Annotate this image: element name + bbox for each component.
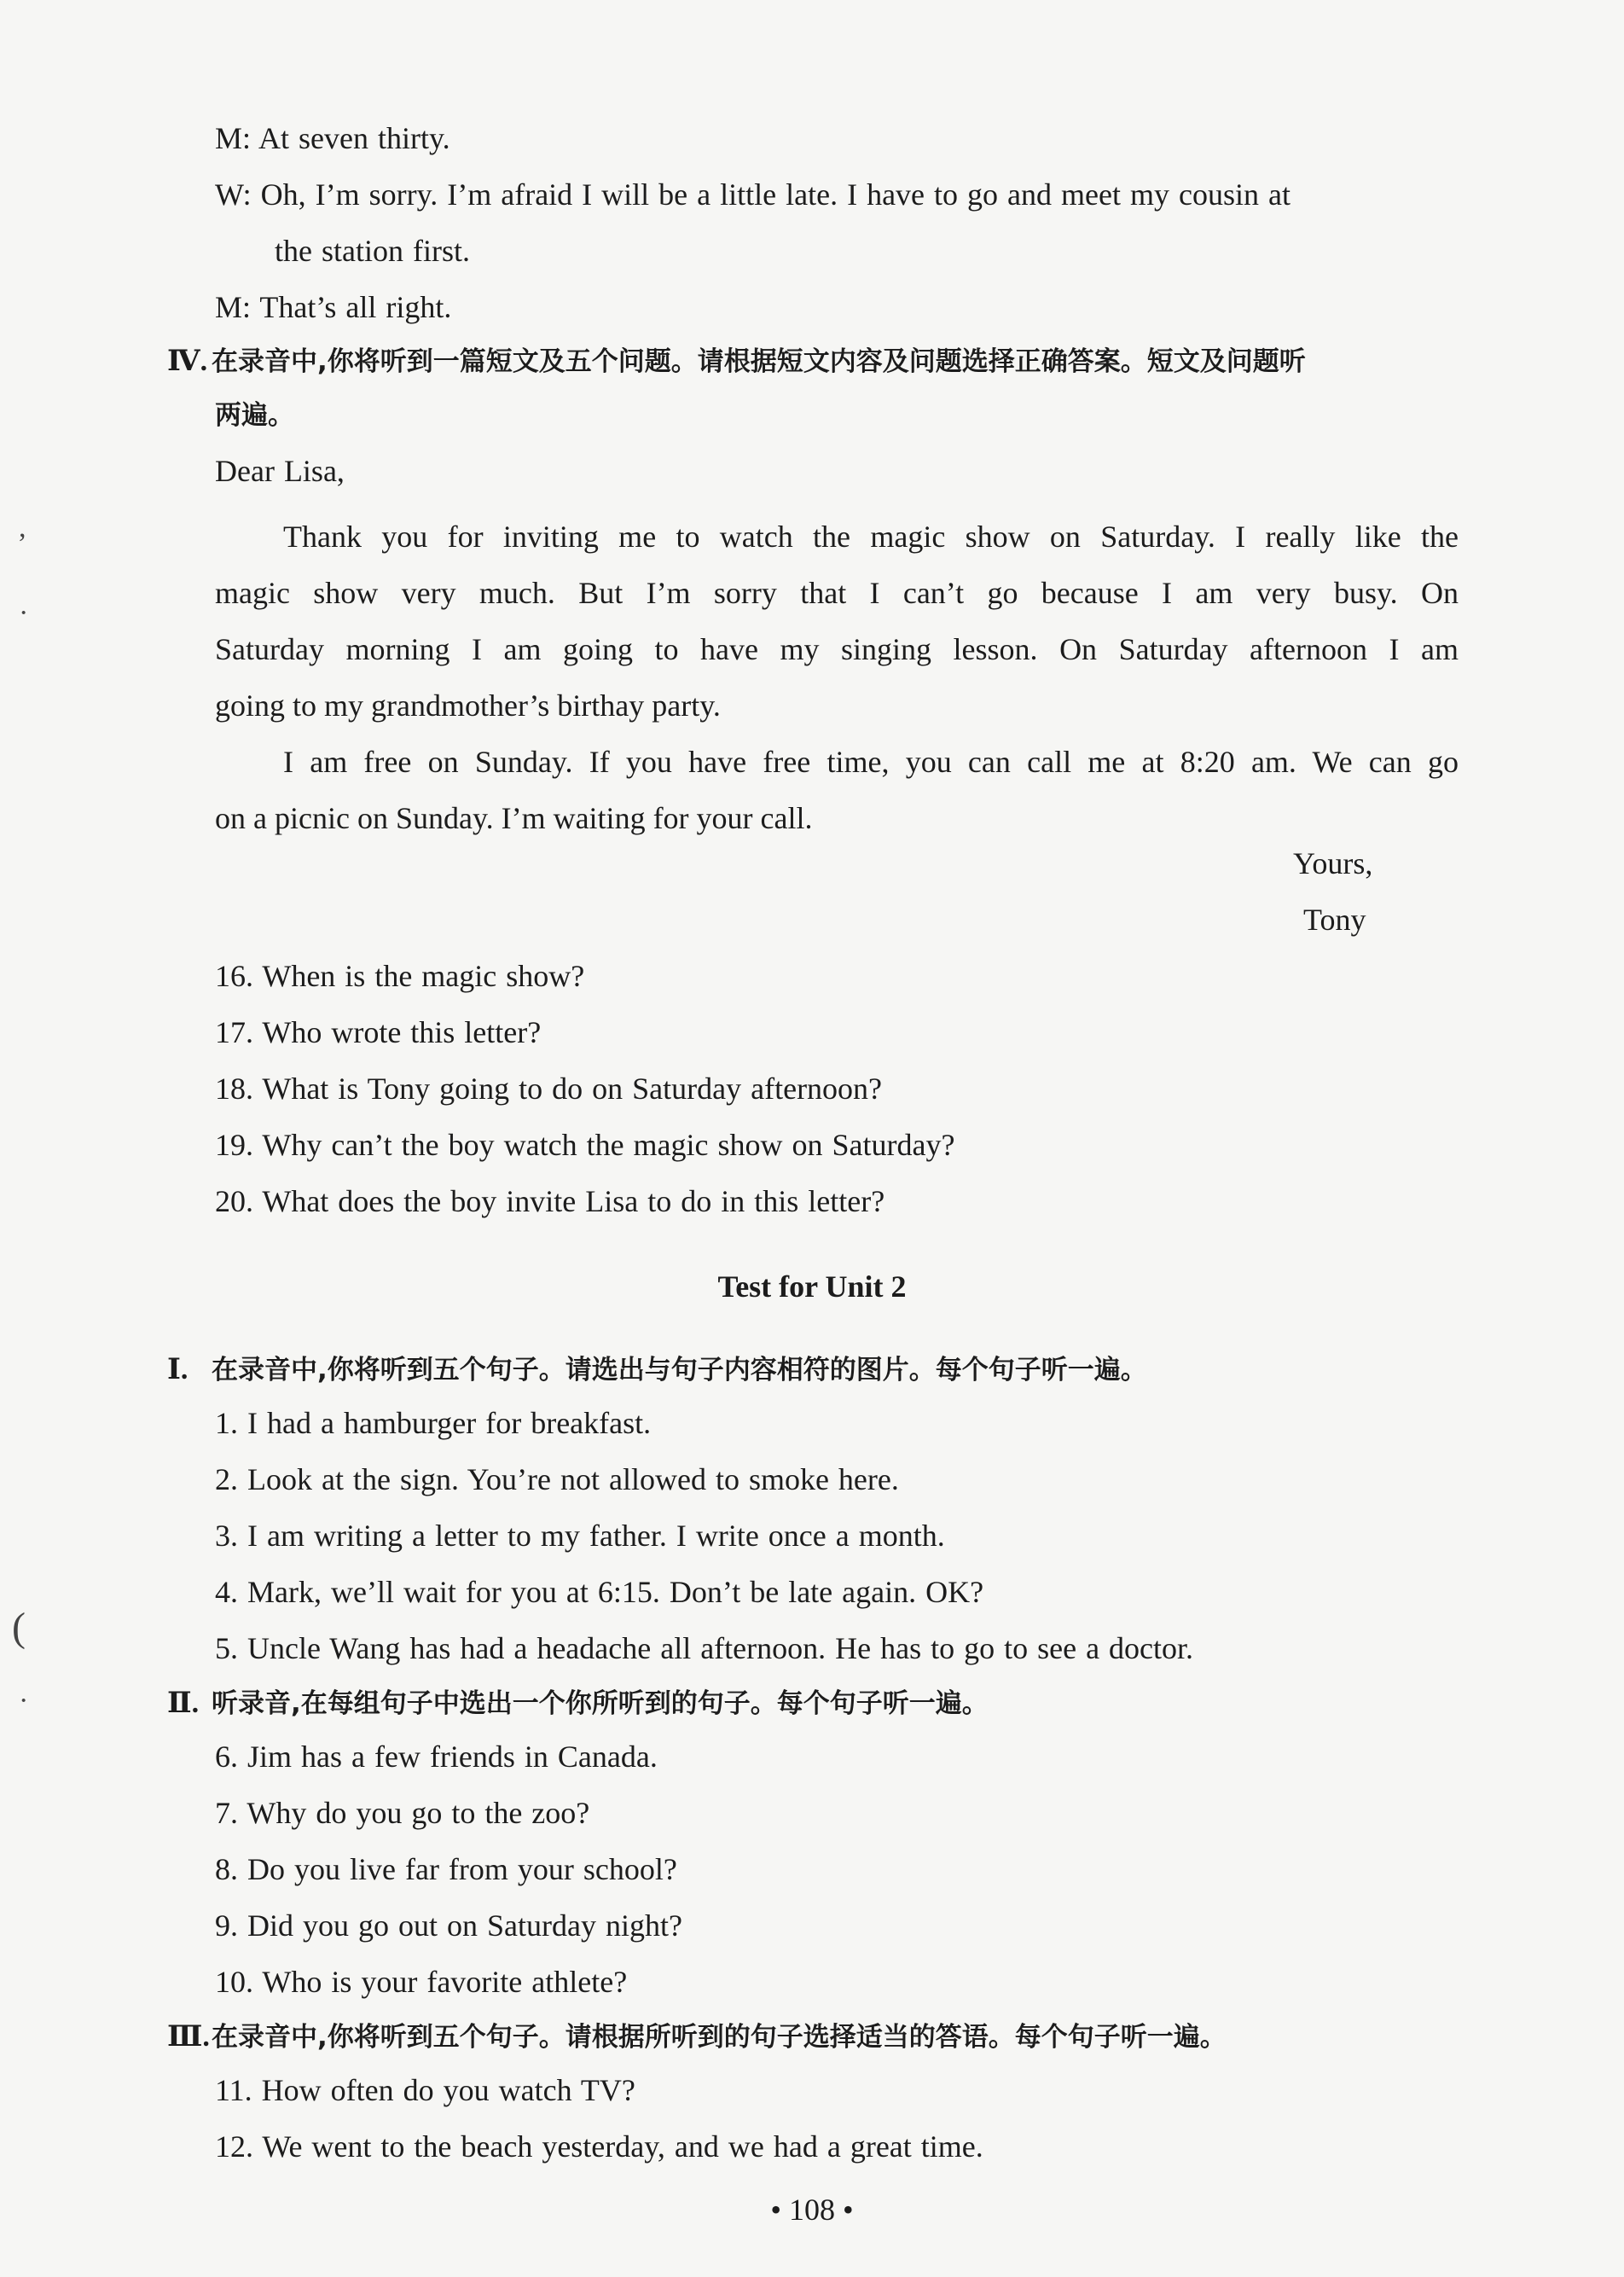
letter-paragraph-1: Thank you for inviting me to watch the magic show on Saturday. I really like the magic show very much. But I’m sorry that I can’t go because I am very busy. On Saturday morning I am going to have my singing lesson. On Saturday afternoon I am going to my grandmother’s birthay party. <box>215 520 1459 723</box>
sentence-item: 6. Jim has a few friends in Canada. <box>215 1740 658 1774</box>
section-1-instruction: Ⅰ. 在录音中,你将听到五个句子。请选出与句子内容相符的图片。每个句子听一遍。 <box>167 1351 1147 1389</box>
section-numeral: Ⅰ. <box>167 1354 188 1385</box>
question-item: 19. Why can’t the boy watch the magic show on Saturday? <box>215 1128 955 1162</box>
dialogue-line: W: Oh, I’m sorry. I’m afraid I will be a little late. I have to go and meet my cousin at <box>215 177 1290 212</box>
letter-signature: Tony <box>1303 903 1366 937</box>
sentence-item: 5. Uncle Wang has had a headache all afternoon. He has to go to see a doctor. <box>215 1631 1194 1665</box>
sentence-item: 4. Mark, we’ll wait for you at 6:15. Don’t be late again. OK? <box>215 1575 984 1609</box>
sentence-item: 11. How often do you watch TV? <box>215 2073 635 2107</box>
question-item: 18. What is Tony going to do on Saturday afternoon? <box>215 1072 883 1106</box>
page-number: • 108 • <box>770 2193 854 2227</box>
section-numeral: Ⅱ. <box>167 1687 200 1719</box>
section-4-instruction-cont: 两遍。 <box>215 400 294 431</box>
scan-mark: ( <box>12 1605 26 1650</box>
section-2-instruction: Ⅱ. 听录音,在每组句子中选出一个你所听到的句子。每个句子听一遍。 <box>167 1685 989 1722</box>
sentence-item: 2. Look at the sign. You’re not allowed to smoke here. <box>215 1462 899 1496</box>
dialogue-line: the station first. <box>275 234 470 268</box>
question-item: 16. When is the magic show? <box>215 959 585 993</box>
letter-closing: Yours, <box>1293 846 1373 880</box>
dialogue-line: M: That’s all right. <box>215 290 452 324</box>
section-4-instruction: Ⅳ. 在录音中,你将听到一篇短文及五个问题。请根据短文内容及问题选择正确答案。短文及问题听 <box>167 343 1306 380</box>
question-item: 20. What does the boy invite Lisa to do in this letter? <box>215 1184 885 1218</box>
sentence-item: 9. Did you go out on Saturday night? <box>215 1908 682 1943</box>
sentence-item: 1. I had a hamburger for breakfast. <box>215 1406 652 1440</box>
sentence-item: 3. I am writing a letter to my father. I write once a month. <box>215 1519 945 1553</box>
sentence-item: 10. Who is your favorite athlete? <box>215 1965 628 1999</box>
sentence-item: 12. We went to the beach yesterday, and we had a great time. <box>215 2129 983 2164</box>
scan-mark: · <box>19 1685 29 1716</box>
sentence-item: 7. Why do you go to the zoo? <box>215 1796 590 1830</box>
letter-salutation: Dear Lisa, <box>215 454 345 488</box>
letter-paragraph-2: I am free on Sunday. If you have free time, you can call me at 8:20 am. We can go on a picnic on Sunday. I’m waiting for your call. <box>215 745 1459 835</box>
section-numeral: Ⅳ. <box>167 346 208 377</box>
scan-mark: , <box>19 512 26 543</box>
sentence-item: 8. Do you live far from your school? <box>215 1852 677 1886</box>
unit-title: Test for Unit 2 <box>717 1269 907 1304</box>
dialogue-line: M: At seven thirty. <box>215 121 450 155</box>
section-numeral: Ⅲ. <box>167 2021 210 2053</box>
question-item: 17. Who wrote this letter? <box>215 1015 542 1049</box>
section-3-instruction: Ⅲ.在录音中,你将听到五个句子。请根据所听到的句子选择适当的答语。每个句子听一遍。 <box>167 2019 1227 2056</box>
scan-mark: · <box>19 597 29 629</box>
